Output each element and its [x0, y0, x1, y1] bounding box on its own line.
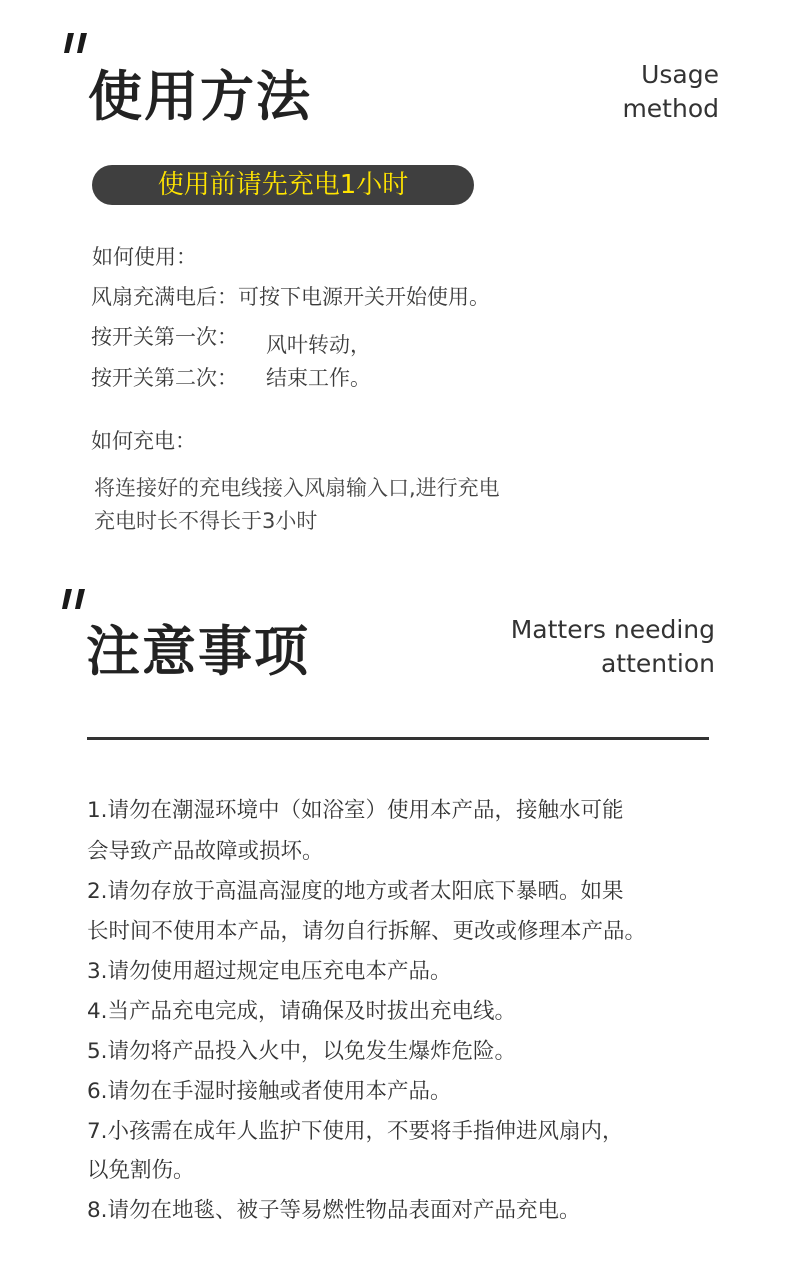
how-to-use-label: 如何使用： — [92, 245, 197, 269]
attention-title: 注意事项 — [86, 620, 310, 683]
double-quote-icon — [62, 31, 92, 55]
second-press-label: 按开关第二次： — [91, 366, 238, 390]
notice-line: 2.请勿存放于高温高湿度的地方或者太阳底下暴晒。如果 — [87, 879, 624, 904]
usage-title: 使用方法 — [88, 65, 312, 128]
full-charge-row — [91, 282, 490, 312]
notice-line: 5.请勿将产品投入火中，以免发生爆炸危险。 — [87, 1039, 517, 1064]
usage-subtitle-line2: method — [622, 94, 719, 123]
charge-first-banner: 使用前请先充电1小时 — [92, 165, 474, 205]
how-to-charge-label: 如何充电： — [91, 429, 196, 453]
notice-line: 7.小孩需在成年人监护下使用，不要将手指伸进风扇内， — [87, 1119, 624, 1144]
notice-line: 以免割伤。 — [87, 1158, 195, 1183]
full-charge-text: 可按下电源开关开始使用。 — [238, 285, 490, 309]
charge-instruction-line1: 将连接好的充电线接入风扇输入口,进行充电 — [94, 476, 500, 500]
first-press-text: 风叶转动， — [266, 333, 371, 357]
notice-line: 会导致产品故障或损坏。 — [87, 839, 324, 864]
full-charge-label: 风扇充满电后： — [91, 285, 238, 309]
notice-line: 1.请勿在潮湿环境中（如浴室）使用本产品，接触水可能 — [87, 798, 624, 823]
charge-instruction-line2: 充电时长不得长于3小时 — [94, 509, 318, 533]
double-quote-icon — [60, 587, 90, 611]
attention-subtitle-line2: attention — [600, 649, 715, 678]
notice-line: 3.请勿使用超过规定电压充电本产品。 — [87, 959, 452, 984]
attention-subtitle-line1: Matters needing — [510, 615, 715, 644]
first-press-label: 按开关第一次： — [91, 325, 238, 349]
attention-subtitle — [511, 613, 715, 681]
notice-line: 4.当产品充电完成，请确保及时拔出充电线。 — [87, 999, 517, 1024]
quote-mark-icon-2 — [60, 578, 90, 618]
section-divider — [87, 737, 709, 740]
notice-line: 6.请勿在手湿时接触或者使用本产品。 — [87, 1079, 452, 1104]
usage-subtitle — [622, 58, 719, 126]
notice-line: 长时间不使用本产品，请勿自行拆解、更改或修理本产品。 — [87, 919, 647, 944]
notice-line: 8.请勿在地毯、被子等易燃性物品表面对产品充电。 — [87, 1198, 581, 1223]
quote-mark-icon — [62, 22, 92, 62]
usage-subtitle-line1: Usage — [641, 60, 719, 89]
second-press-text: 结束工作。 — [266, 366, 371, 390]
